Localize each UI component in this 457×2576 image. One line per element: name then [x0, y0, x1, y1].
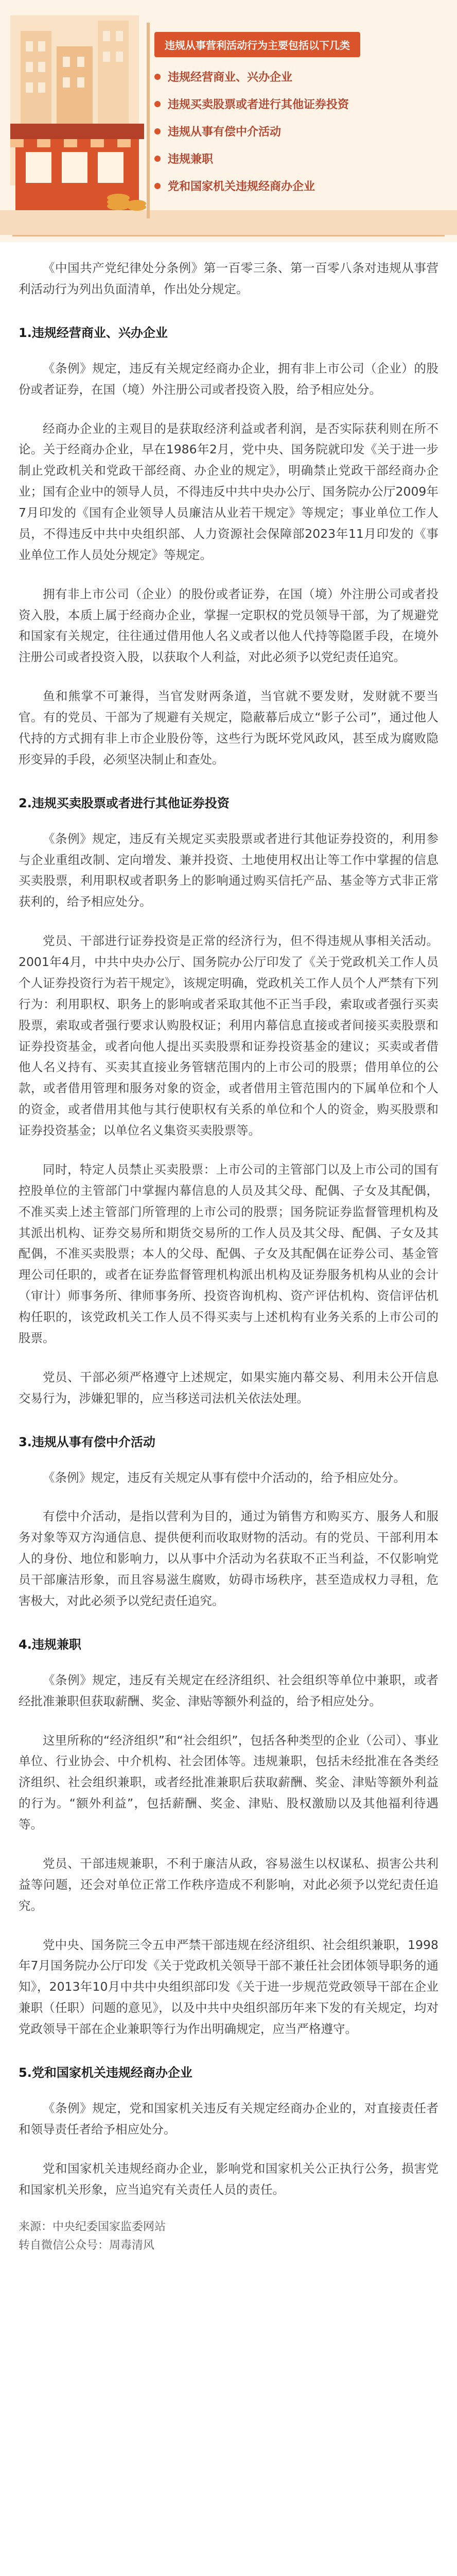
hero-item	[154, 96, 443, 112]
paragraph: 党员、干部进行证券投资是正常的经济行为，但不得违规从事相关活动。2001年4月，中共中央办公厅、国务院办公厅印发了《关于党政机关工作人员个人证券投资行为若干规定》，该规定明确，党政机关工作人员个人严禁有下列行为：利用职权、职务上的影响或者采取其他不正当手段，索取或者强行买卖股票，索取或者强行要求认购股权证；利用内幕信息直接或者间接买卖股票和证券投资基金，或者向他人提出买卖股票和证券投资基金的建议；买卖或者借他人名义持有、买卖其直接业务管辖范围内的上市公司的股票；借用单位的公款，或者借用管理和服务对象的资金，或者借用主管范围内的下属单位和个人的资金，或者借用其他与其行使职权有关系的单位和个人的资金，购买股票和证券投资基金；以单位名义集资买卖股票等。	[19, 934, 438, 1138]
hero-title: 违规从事营利活动行为主要包括以下几类	[154, 32, 360, 57]
hero-item	[154, 178, 443, 194]
hero-item-label: 违规买卖股票或者进行其他证券投资	[168, 98, 349, 111]
paragraph: 《条例》规定，党和国家机关违反有关规定经商办企业的，对直接责任者和领导责任者给予相应处分。	[19, 2100, 438, 2137]
divider	[12, 235, 445, 236]
paragraph: 鱼和熊掌不可兼得，当官发财两条道，当官就不要发财，发财就不要当官。有的党员、干部为了规避有关规定，隐蔽幕后成立“影子公司”，通过他人代持的方式拥有非上市企业股份等，这些行为既坏党风政风，甚至成为腐败隐形变异的手段，必须坚决制止和查处。	[19, 689, 438, 767]
bullet-icon	[154, 101, 161, 107]
bullet-icon	[154, 74, 161, 80]
paragraph: 党员、干部必须严格遵守上述规定，如果实施内幕交易、利用未公开信息交易行为，涉嫌犯罪的，应当移送司法机关依法处理。	[19, 1369, 438, 1405]
paragraph: 有偿中介活动，是指以营利为目的，通过为销售方和购买方、服务人和服务对象等双方沟通信息、提供便利而收取财物的活动。有的党员、干部利用本人的身份、地位和影响力，以从事中介活动为名获取不正当利益，不仅影响党员干部廉洁形象，而且容易滋生腐败，妨碍市场秩序，甚至造成权力寻租，危害极大，对此必须予以党纪责任追究。	[19, 1509, 438, 1608]
paragraph: 《条例》规定，违反有关规定经商办企业，拥有非上市公司（企业）的股份或者证券，在国（境）外注册公司或者投资入股，给予相应处分。	[19, 361, 438, 397]
hero-item	[154, 69, 443, 84]
hero-item-label: 违规从事有偿中介活动	[168, 126, 282, 139]
paragraph: 党和国家机关违规经商办企业，影响党和国家机关公正执行公务，损害党和国家机关形象，应当追究有关责任人员的责任。	[19, 2161, 438, 2197]
section-heading: 5.党和国家机关违规经商办企业	[19, 2065, 192, 2080]
hero-item-label: 违规经营商业、兴办企业	[168, 71, 293, 84]
paragraph: 经商办企业的主观目的是获取经济利益或者利润，是否实际获利则在所不论。关于经商办企业，早在1986年2月，党中央、国务院就印发《关于进一步制止党政机关和党政干部经商、办企业的规定》，明确禁止党政干部经商办企业；国有企业中的领导人员，不得违反中共中央办公厅、国务院办公厅2009年7月印发的《国有企业领导人员廉洁从业若干规定》等规定；事业单位工作人员，不得违反中共中央组织部、人力资源社会保障部2023年11月印发的《事业单位工作人员处分规定》等规定。	[19, 421, 438, 562]
source-line: 来源：中央纪委国家监委网站	[19, 2221, 166, 2234]
bullet-icon	[154, 128, 161, 134]
hero-item-label: 党和国家机关违规经商办企业	[168, 180, 315, 193]
hero-item	[154, 123, 443, 139]
paragraph: 同时，特定人员禁止买卖股票：上市公司的主管部门以及上市公司的国有控股单位的主管部门中掌握内幕信息的人员及其父母、配偶、子女及其配偶，不准买卖上述主管部门所管理的上市公司的股票；国务院证券监督管理机构及其派出机构、证券交易所和期货交易所的工作人员及其父母、配偶、子女及其配偶，不准买卖股票；本人的父母、配偶、子女及其配偶在证券公司、基金管理公司任职的，或者在证券监督管理机构派出机构及证券服务机构从业的会计（审计）师事务所、律师事务所、投资咨询机构、资产评估机构、资信评估机构任职的，该党政机关工作人员不得买卖与上述机构有业务关系的上市公司的股票。	[19, 1162, 438, 1345]
repost-line: 转自微信公众号：周毒清风	[19, 2239, 155, 2252]
hero-item-label: 违规兼职	[168, 153, 214, 166]
hero-category-list	[154, 32, 443, 194]
paragraph: 《条例》规定，违反有关规定在经济组织、社会组织等单位中兼职，或者经批准兼职但获取薪酬、奖金、津贴等额外利益的，给予相应处分。	[19, 1672, 438, 1708]
section-heading: 3.违规从事有偿中介活动	[19, 1434, 155, 1449]
section-heading: 2.违规买卖股票或者进行其他证券投资	[19, 795, 230, 810]
bullet-icon	[154, 156, 161, 162]
paragraph: 党中央、国务院三令五申严禁干部违规在经济组织、社会组织兼职，1998年7月国务院办公厅印发《关于党政机关领导干部不兼任社会团体领导职务的通知》，2013年10月中共中央组织部印发《关于进一步规范党政领导干部在企业兼职（任职）问题的意见》，以及中共中央组织部历年来下发的有关规定，均对党政领导干部在企业兼职等行为作出明确规定，应当严格遵守。	[19, 1937, 438, 2036]
section-heading: 1.违规经营商业、兴办企业	[19, 325, 168, 340]
article-footer	[19, 2218, 438, 2254]
bullet-icon	[154, 183, 161, 189]
paragraph: 拥有非上市公司（企业）的股份或者证券，在国（境）外注册公司或者投资入股，本质上属于经商办企业，掌握一定职权的党员领导干部，为了规避党和国家有关规定，往往通过借用他人名义或者以他人代持等隐匿手段，在境外注册公司或者投资入股，以获取个人利益，对此必须予以党纪责任追究。	[19, 586, 438, 665]
paragraph: 《条例》规定，违反有关规定买卖股票或者进行其他证券投资的，利用参与企业重组改制、定向增发、兼并投资、土地使用权出让等工作中掌握的信息买卖股票，利用职权或者职务上的影响通过购买信托产品、基金等方式非正常获利的，给予相应处分。	[19, 831, 438, 909]
section-heading: 4.违规兼职	[19, 1637, 81, 1652]
paragraph: 《条例》规定，违反有关规定从事有偿中介活动的，给予相应处分。	[43, 1470, 406, 1485]
hero-item	[154, 150, 443, 166]
paragraph: 党员、干部违规兼职，不利于廉洁从政，容易滋生以权谋私、损害公共利益等问题，还会对单位正常工作秩序造成不利影响，对此必须予以党纪责任追究。	[19, 1856, 438, 1913]
paragraph: 这里所称的“经济组织”和“社会组织”，包括各种类型的企业（公司）、事业单位、行业协会、中介机构、社会团体等。违规兼职，包括未经批准在各类经济组织、社会组织兼职，或者经批准兼职后获取薪酬、奖金、津贴等额外利益的行为。“额外利益”，包括薪酬、奖金、津贴、股权激励以及其他福利待遇等。	[19, 1733, 438, 1832]
intro-paragraph: 《中国共产党纪律处分条例》第一百零三条、第一百零八条对违规从事营利活动行为列出负面清单，作出处分规定。	[19, 261, 438, 296]
header-illustration	[0, 0, 457, 242]
article-body	[19, 258, 438, 2255]
